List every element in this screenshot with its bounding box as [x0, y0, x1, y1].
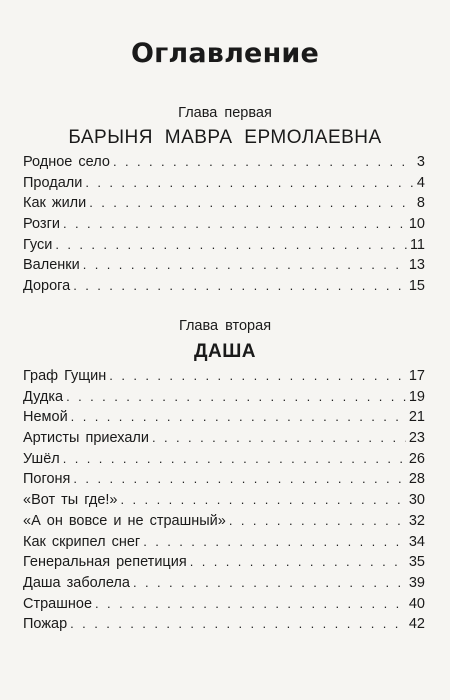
toc-entry-page: 3	[416, 154, 425, 170]
toc-entry-page: 28	[408, 471, 425, 488]
leader-dots	[229, 513, 406, 528]
toc-entry-page: 42	[408, 616, 425, 633]
toc-entry-title: Розги	[23, 216, 60, 233]
leader-dots	[83, 257, 406, 272]
toc-entry-title: Страшное	[23, 595, 93, 612]
toc-entry-title: Валенки	[23, 257, 80, 274]
page-title: Оглавление	[130, 38, 320, 69]
toc-entry[interactable]	[23, 216, 425, 237]
toc-entry-page: 10	[408, 216, 425, 233]
toc-entry-title: «А он вовсе и не страшный»	[23, 512, 226, 529]
toc-entry-page: 23	[408, 430, 425, 447]
leader-dots	[66, 389, 406, 404]
toc-entry[interactable]	[23, 430, 425, 451]
leader-dots	[113, 154, 414, 169]
toc-entry[interactable]	[23, 237, 425, 258]
leader-dots	[133, 575, 406, 590]
leader-dots	[109, 368, 406, 383]
toc-entry[interactable]	[23, 471, 425, 492]
chapter-1-entries	[23, 154, 425, 299]
toc-entry-page: 17	[408, 368, 425, 384]
toc-entry[interactable]	[23, 596, 425, 617]
leader-dots	[73, 278, 406, 293]
toc-entry[interactable]	[23, 175, 425, 196]
chapter-2-entries	[23, 368, 425, 637]
leader-dots	[121, 492, 406, 507]
toc-entry-title: Как скрипел снег	[23, 533, 141, 550]
toc-entry[interactable]	[23, 278, 425, 299]
toc-entry[interactable]	[23, 492, 425, 513]
toc-entry[interactable]	[23, 409, 425, 430]
toc-entry-title: «Вот ты где!»	[23, 492, 118, 509]
toc-entry[interactable]	[23, 257, 425, 278]
toc-entry[interactable]	[23, 368, 425, 389]
leader-dots	[70, 616, 406, 631]
leader-dots	[89, 195, 414, 210]
toc-entry-page: 30	[408, 492, 425, 509]
toc-entry[interactable]	[23, 154, 425, 175]
toc-entry[interactable]	[23, 616, 425, 637]
leader-dots	[63, 216, 406, 231]
leader-dots	[143, 534, 406, 549]
toc-entry[interactable]	[23, 513, 425, 534]
chapter-1-title: БАРЫНЯ МАВРА ЕРМОЛАЕВНА	[68, 127, 382, 148]
leader-dots	[73, 471, 405, 486]
toc-entry-title: Родное село	[23, 154, 110, 170]
leader-dots	[63, 451, 406, 466]
toc-entry[interactable]	[23, 451, 425, 472]
toc-entry-page: 19	[408, 388, 425, 405]
chapter-1-label: Глава первая	[178, 105, 272, 121]
toc-entry-title: Немой	[23, 409, 68, 426]
leader-dots	[190, 554, 406, 569]
toc-entry[interactable]	[23, 389, 425, 410]
toc-entry-page: 4	[416, 174, 425, 191]
toc-entry-title: Пожар	[23, 616, 68, 633]
toc-entry[interactable]	[23, 575, 425, 596]
chapter-2-title: ДАША	[193, 341, 257, 362]
toc-entry-title: Погоня	[23, 471, 71, 488]
toc-entry-page: 26	[408, 450, 425, 467]
toc-entry-title: Граф Гущин	[23, 368, 107, 384]
toc-entry-title: Артисты приехали	[23, 430, 149, 447]
leader-dots	[95, 596, 406, 611]
toc-entry-page: 15	[408, 278, 425, 295]
toc-entry-title: Продали	[23, 174, 83, 191]
toc-entry[interactable]	[23, 195, 425, 216]
toc-entry[interactable]	[23, 534, 425, 555]
toc-entry-title: Даша заболела	[23, 574, 130, 591]
leader-dots	[71, 409, 406, 424]
toc-entry-title: Как жили	[23, 195, 87, 212]
leader-dots	[55, 237, 407, 252]
toc-entry-title: Ушёл	[23, 450, 60, 467]
toc-entry-page: 32	[408, 512, 425, 529]
leader-dots	[152, 430, 406, 445]
toc-entry-page: 21	[408, 409, 425, 426]
toc-entry-page: 8	[416, 195, 425, 212]
toc-entry-title: Дорога	[23, 278, 71, 295]
toc-entry-title: Гуси	[23, 236, 53, 253]
toc-entry[interactable]	[23, 554, 425, 575]
leader-dots	[85, 175, 414, 190]
toc-entry-page: 13	[408, 257, 425, 274]
toc-entry-page: 40	[408, 595, 425, 612]
toc-entry-title: Дудка	[23, 388, 64, 405]
toc-entry-page: 11	[409, 236, 425, 253]
toc-entry-title: Генеральная репетиция	[23, 554, 187, 571]
toc-entry-page: 35	[408, 554, 425, 571]
toc-entry-page: 39	[408, 574, 425, 591]
chapter-2-label: Глава вторая	[178, 318, 272, 334]
toc-entry-page: 34	[408, 533, 425, 550]
